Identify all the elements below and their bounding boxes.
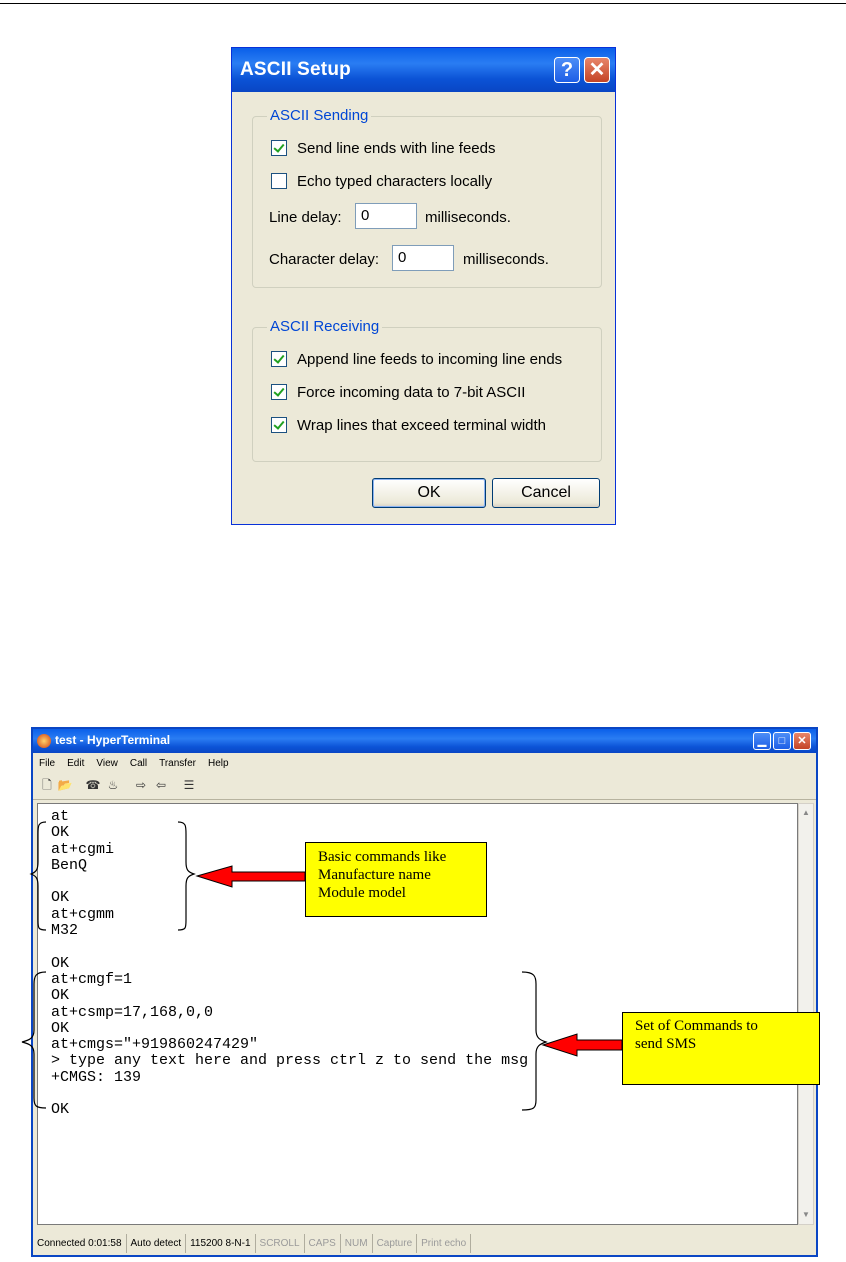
status-pane: Auto detect bbox=[127, 1234, 187, 1253]
status-pane: Connected 0:01:58 bbox=[33, 1234, 127, 1253]
wrap-lines-label: Wrap lines that exceed terminal width bbox=[297, 416, 547, 434]
line-delay-label: Line delay: bbox=[269, 209, 342, 226]
send-line-ends-checkbox[interactable] bbox=[271, 140, 287, 156]
properties-icon[interactable]: ☰ bbox=[183, 778, 195, 792]
hyperterminal-title-bar[interactable] bbox=[33, 729, 816, 753]
line-delay-input[interactable]: 0 bbox=[355, 203, 417, 229]
character-delay-label: Character delay: bbox=[269, 251, 380, 268]
status-pane: NUM bbox=[341, 1234, 373, 1253]
scroll-down-icon[interactable]: ▼ bbox=[802, 1210, 810, 1219]
receive-icon[interactable]: ⇦ bbox=[155, 778, 167, 792]
status-pane: Capture bbox=[373, 1234, 418, 1253]
status-pane: CAPS bbox=[305, 1234, 341, 1253]
callout-line: Module model bbox=[318, 885, 406, 901]
cancel-button[interactable]: Cancel bbox=[492, 478, 600, 508]
ascii-receiving-group bbox=[252, 318, 602, 462]
hyperterminal-title: test - HyperTerminal bbox=[55, 733, 171, 747]
close-button[interactable]: ✕ bbox=[584, 57, 610, 83]
force-7bit-option[interactable] bbox=[271, 381, 525, 403]
terminal-output: at OK at+cgmi BenQ OK at+cgmm M32 OK at+cmgf=1 OK at+csmp=17,168,0,0 OK at+cmgs="+919860247429" > type any text here and press ctrl z to send the msg +CMGS: 139 OK bbox=[51, 808, 529, 1119]
menu-item-help[interactable]: Help bbox=[207, 757, 229, 769]
ascii-receiving-legend: ASCII Receiving bbox=[267, 318, 382, 335]
connect-icon[interactable]: ☎ bbox=[85, 778, 101, 792]
dialog-title: ASCII Setup bbox=[240, 59, 351, 80]
callout-line: Manufacture name bbox=[318, 867, 431, 883]
disconnect-icon[interactable]: ♨ bbox=[107, 778, 119, 792]
help-button[interactable]: ? bbox=[554, 57, 580, 83]
force-7bit-checkbox[interactable] bbox=[271, 384, 287, 400]
menu-item-file[interactable]: File bbox=[39, 757, 56, 769]
dialog-title-bar[interactable] bbox=[232, 48, 615, 92]
window-close-icon[interactable]: ✕ bbox=[793, 732, 811, 750]
page-top-rule bbox=[0, 3, 846, 4]
callout-line: send SMS bbox=[635, 1036, 697, 1052]
menu-item-call[interactable]: Call bbox=[129, 757, 148, 769]
status-pane: SCROLL bbox=[256, 1234, 305, 1253]
maximize-icon[interactable]: □ bbox=[773, 732, 791, 750]
append-line-feeds-checkbox[interactable] bbox=[271, 351, 287, 367]
hyperterminal-app-icon bbox=[37, 734, 51, 748]
open-icon[interactable]: 📂 bbox=[57, 778, 73, 792]
character-delay-input[interactable]: 0 bbox=[392, 245, 454, 271]
basic-commands-callout bbox=[305, 842, 487, 917]
send-icon[interactable]: ⇨ bbox=[135, 778, 147, 792]
ok-button[interactable]: OK bbox=[372, 478, 486, 508]
force-7bit-label: Force incoming data to 7-bit ASCII bbox=[297, 383, 526, 401]
menu-item-transfer[interactable]: Transfer bbox=[159, 757, 196, 769]
ascii-sending-group bbox=[252, 107, 602, 288]
echo-typed-option[interactable] bbox=[271, 170, 492, 192]
new-icon[interactable]: 🗋 bbox=[42, 778, 52, 792]
hyperterminal-window bbox=[31, 727, 818, 1257]
ascii-sending-legend: ASCII Sending bbox=[267, 107, 371, 124]
scroll-up-icon[interactable]: ▲ bbox=[802, 808, 810, 817]
ascii-setup-dialog bbox=[231, 47, 616, 525]
echo-typed-checkbox[interactable] bbox=[271, 173, 287, 189]
wrap-lines-option[interactable] bbox=[271, 414, 546, 436]
echo-typed-label: Echo typed characters locally bbox=[297, 172, 493, 190]
character-delay-unit: milliseconds. bbox=[463, 251, 549, 268]
status-pane: Print echo bbox=[417, 1234, 471, 1253]
menu-bar bbox=[33, 753, 816, 773]
toolbar bbox=[33, 773, 816, 800]
line-delay-unit: milliseconds. bbox=[425, 209, 511, 226]
menu-item-view[interactable]: View bbox=[96, 757, 118, 769]
minimize-icon[interactable]: ▁ bbox=[753, 732, 771, 750]
append-line-feeds-option[interactable] bbox=[271, 348, 562, 370]
menu-item-edit[interactable]: Edit bbox=[67, 757, 85, 769]
append-line-feeds-label: Append line feeds to incoming line ends bbox=[297, 350, 563, 368]
callout-line: Basic commands like bbox=[318, 849, 447, 865]
status-pane: 115200 8-N-1 bbox=[186, 1234, 255, 1253]
send-line-ends-option[interactable] bbox=[271, 137, 495, 159]
dialog-body bbox=[232, 92, 615, 524]
send-line-ends-label: Send line ends with line feeds bbox=[297, 139, 496, 157]
wrap-lines-checkbox[interactable] bbox=[271, 417, 287, 433]
callout-line: Set of Commands to bbox=[635, 1018, 758, 1034]
sms-commands-callout bbox=[622, 1012, 820, 1085]
status-bar bbox=[33, 1234, 816, 1255]
